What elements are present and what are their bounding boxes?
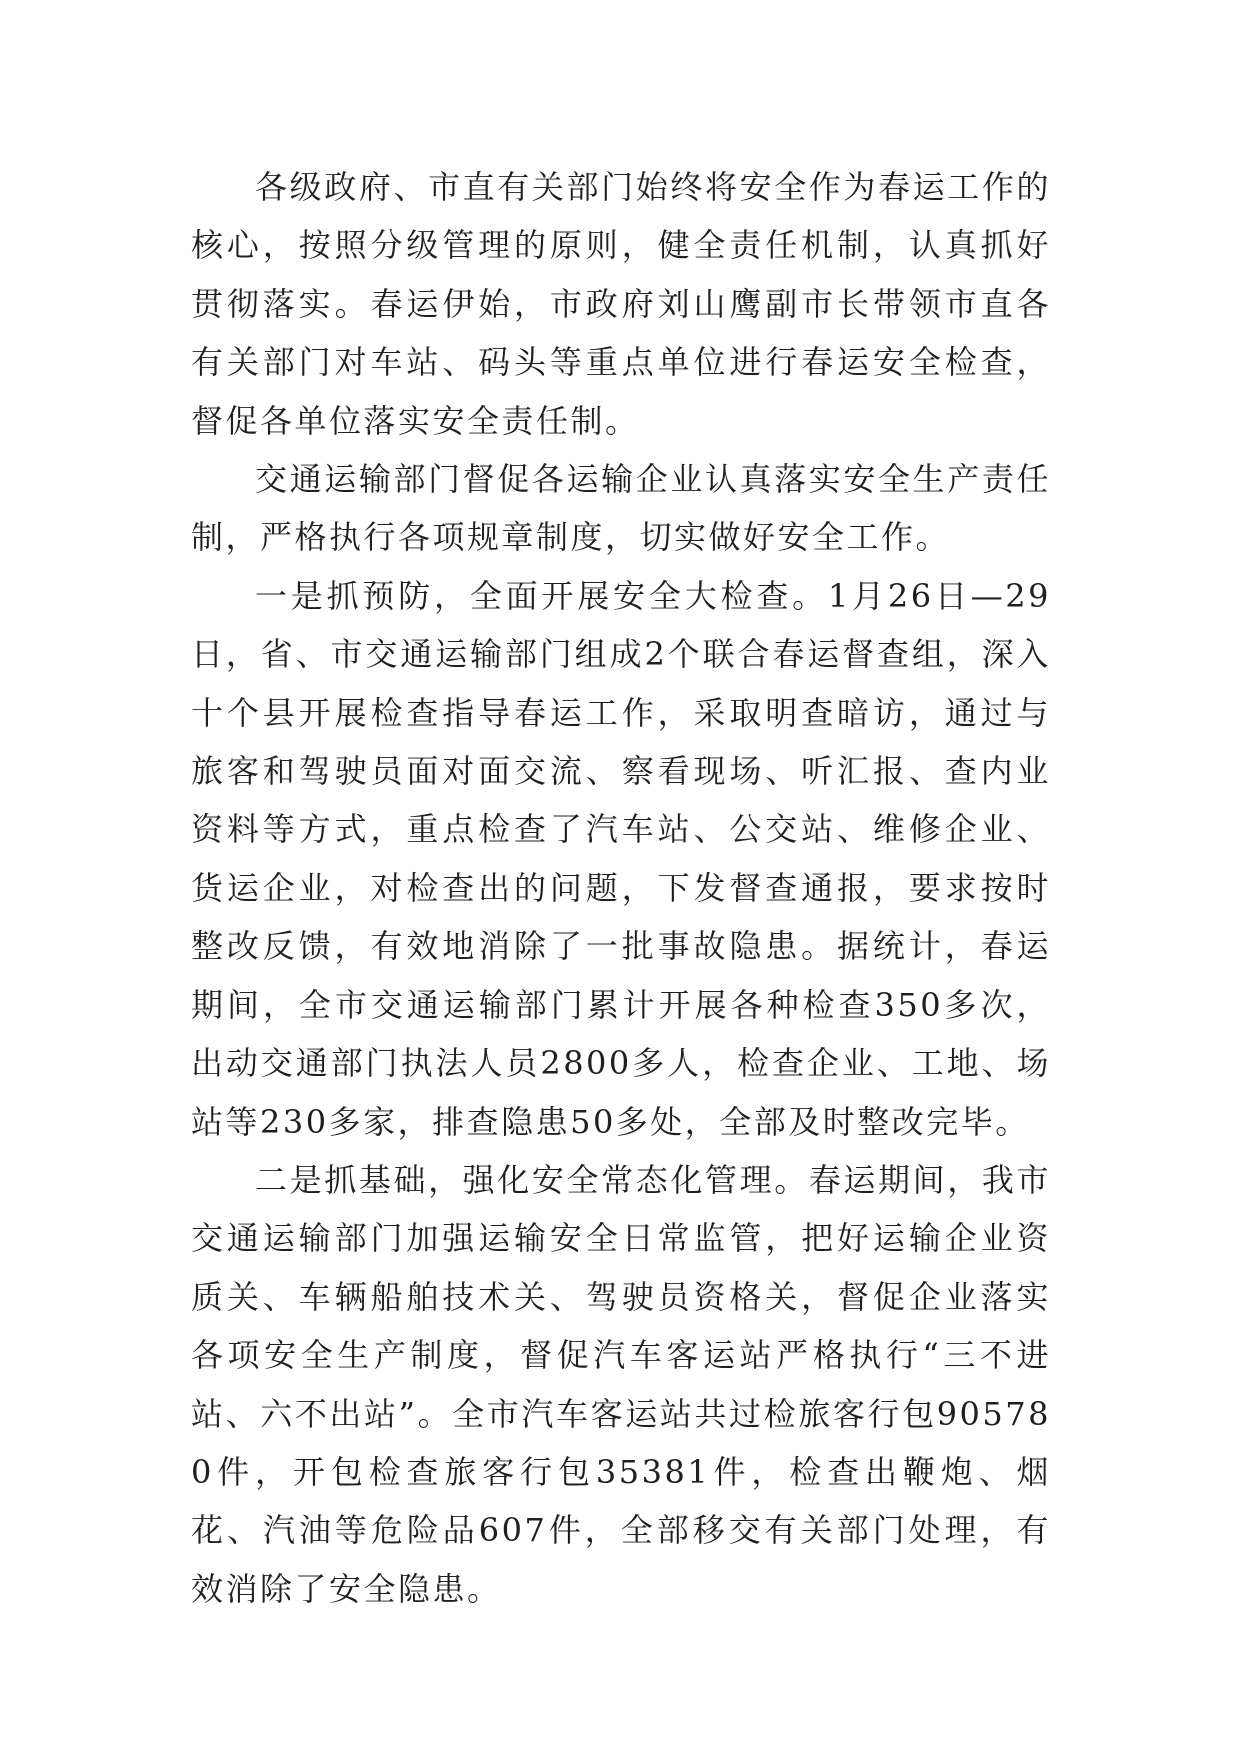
- paragraph-safety-responsibility: 各级政府、市直有关部门始终将安全作为春运工作的核心，按照分级管理的原则，健全责任机制，认真抓好贯彻落实。春运伊始，市政府刘山鹰副市长带领市直各有关部门对车站、码头等重点单位进行春运安全检查，督促各单位落实安全责任制。: [191, 168, 1051, 440]
- document-body: [191, 158, 1051, 1618]
- paragraph-prevention-inspection: 一是抓预防，全面开展安全大检查。1月26日—29日，省、市交通运输部门组成2个联合春运督查组，深入十个县开展检查指导春运工作，采取明查暗访，通过与旅客和驾驶员面对面交流、察看现场、听汇报、查内业资料等方式，重点检查了汽车站、公交站、维修企业、货运企业，对检查出的问题，下发督查通报，要求按时整改反馈，有效地消除了一批事故隐患。据统计，春运期间，全市交通运输部门累计开展各种检查350多次，出动交通部门执法人员2800多人，检查企业、工地、场站等230多家，排查隐患50多处，全部及时整改完毕。: [191, 576, 1051, 1141]
- paragraph-foundation-management: 二是抓基础，强化安全常态化管理。春运期间，我市交通运输部门加强运输安全日常监管，把好运输企业资质关、车辆船舶技术关、驾驶员资格关，督促企业落实各项安全生产制度，督促汽车客运站严格执行“三不进站、六不出站”。全市汽车客运站共过检旅客行包905780件，开包检查旅客行包35381件，检查出鞭炮、烟花、汽油等危险品607件，全部移交有关部门处理，有效消除了安全隐患。: [191, 1160, 1051, 1608]
- paragraph-transport-department: 交通运输部门督促各运输企业认真落实安全生产责任制，严格执行各项规章制度，切实做好安全工作。: [191, 460, 1051, 557]
